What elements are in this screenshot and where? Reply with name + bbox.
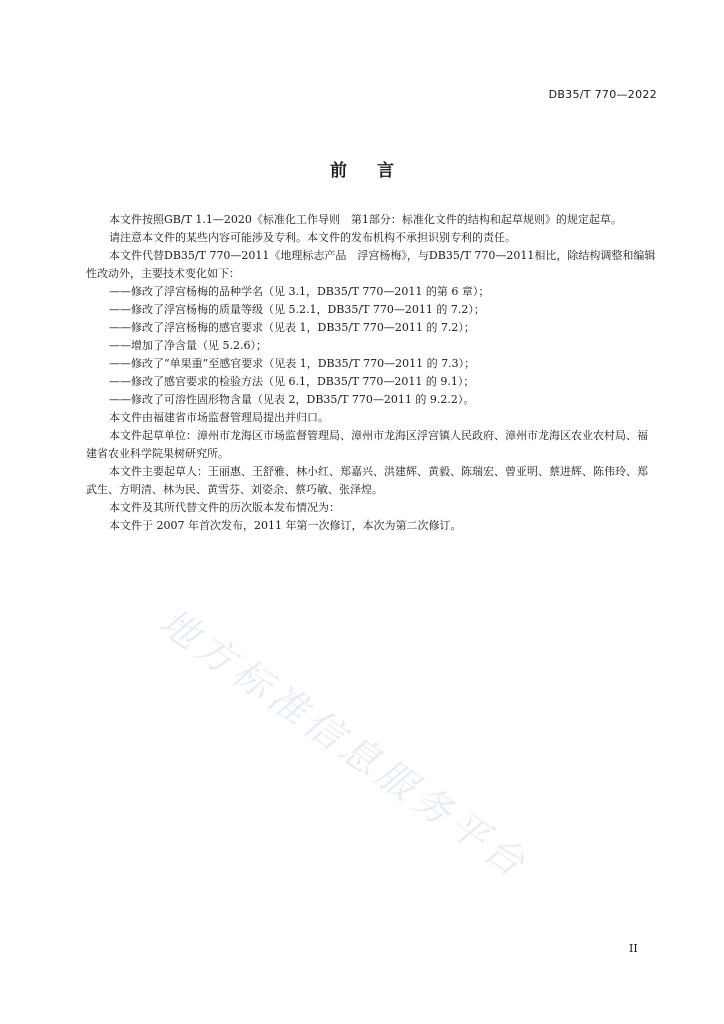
page-title: 前言	[330, 161, 424, 181]
paragraph-patent-notice: 请注意本文件的某些内容可能涉及专利。本文件的发布机构不承担识别专利的责任。	[109, 231, 516, 244]
foreword-body	[86, 211, 658, 535]
paragraph-drafting-units: 本文件起草单位：漳州市龙海区市场监督管理局、漳州市龙海区浮宫镇人民政府、漳州市龙海区农业农村局、福建省农业科学院果树研究所。	[86, 429, 648, 460]
paragraph-proposer: 本文件由福建省市场监督管理局提出并归口。	[109, 411, 329, 424]
page-number: II	[629, 942, 638, 955]
change-item: ——增加了净含量（见 5.2.6）；	[109, 339, 267, 352]
change-item: ——修改了感官要求的检验方法（见 6.1，DB35/T 770—2011 的 9.1）；	[109, 375, 475, 388]
paragraph-replacement: 本文件代替DB35/T 770—2011《地理标志产品 浮宫杨梅》，与DB35/T 770—2011相比，除结构调整和编辑性改动外，主要技术变化如下：	[86, 249, 656, 280]
paragraph-drafting-rules: 本文件按照GB/T 1.1—2020《标准化工作导则 第1部分：标准化文件的结构和起草规则》的规定起草。	[109, 213, 622, 226]
change-item: ——修改了可溶性固形物含量（见表 2，DB35/T 770—2011 的 9.2.2）。	[109, 393, 475, 406]
document-code: DB35/T 770—2022	[548, 88, 657, 101]
change-item: ——修改了浮宫杨梅的品种学名（见 3.1，DB35/T 770—2011 的第 6 章）；	[109, 285, 490, 298]
change-item: ——修改了“单果重”至感官要求（见表 1，DB35/T 770—2011 的 7.3）；	[109, 357, 476, 370]
change-item: ——修改了浮宫杨梅的质量等级（见 5.2.1，DB35/T 770—2011 的 7.2）；	[109, 303, 485, 316]
paragraph-drafters: 本文件主要起草人：王丽惠、王舒雅、林小红、郑嘉兴、洪建辉、黄毅、陈瑞宏、曾亚明、蔡进辉、陈伟玲、郑武生、方明清、林为民、黄雪芬、刘姿余、蔡巧敏、张泽煌。	[86, 465, 648, 496]
paragraph-history: 本文件于 2007 年首次发布，2011 年第一次修订，本次为第二次修订。	[109, 519, 462, 532]
watermark: 地方标准信息服务平台	[151, 599, 538, 888]
paragraph-history-intro: 本文件及其所代替文件的历次版本发布情况为：	[109, 501, 340, 514]
change-item: ——修改了浮宫杨梅的感官要求（见表 1，DB35/T 770—2011 的 7.2）；	[109, 321, 475, 334]
